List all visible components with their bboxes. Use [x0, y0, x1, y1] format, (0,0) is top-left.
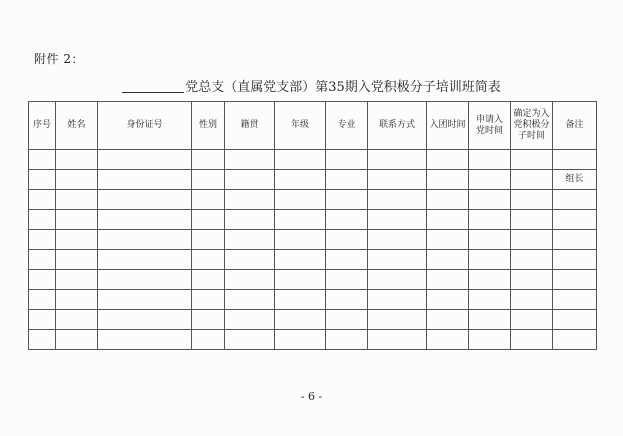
cell-activist-date[interactable]	[511, 190, 553, 210]
header-contact: 联系方式	[368, 102, 427, 150]
form-title	[0, 76, 623, 95]
cell-major[interactable]	[326, 290, 368, 310]
cell-gender[interactable]	[192, 190, 225, 210]
cell-id-number[interactable]	[98, 150, 192, 170]
cell-application-date[interactable]	[469, 230, 511, 250]
cell-index[interactable]	[29, 270, 56, 290]
cell-grade[interactable]	[275, 310, 326, 330]
cell-contact[interactable]	[368, 310, 427, 330]
cell-remarks[interactable]	[553, 290, 597, 310]
page-number: - 6 -	[300, 390, 323, 403]
cell-application-date[interactable]	[469, 310, 511, 330]
cell-league-join-date[interactable]	[427, 190, 469, 210]
header-hometown: 籍贯	[225, 102, 275, 150]
cell-hometown[interactable]	[225, 310, 275, 330]
table-row	[29, 210, 597, 230]
cell-name[interactable]	[56, 190, 98, 210]
cell-major[interactable]	[326, 190, 368, 210]
table-header-row	[29, 102, 597, 150]
cell-name[interactable]	[56, 150, 98, 170]
cell-gender[interactable]	[192, 250, 225, 270]
cell-index[interactable]	[29, 230, 56, 250]
header-name: 姓名	[56, 102, 98, 150]
cell-gender[interactable]	[192, 330, 225, 350]
cell-hometown[interactable]	[225, 290, 275, 310]
cell-activist-date[interactable]	[511, 170, 553, 190]
cell-major[interactable]	[326, 150, 368, 170]
cell-league-join-date[interactable]	[427, 270, 469, 290]
cell-grade[interactable]	[275, 270, 326, 290]
cell-remarks[interactable]	[553, 210, 597, 230]
cell-activist-date[interactable]	[511, 290, 553, 310]
cell-application-date[interactable]	[469, 150, 511, 170]
cell-name[interactable]	[56, 330, 98, 350]
table-row	[29, 270, 597, 290]
table-body	[29, 150, 597, 350]
cell-contact[interactable]	[368, 210, 427, 230]
cell-id-number[interactable]	[98, 230, 192, 250]
cell-contact[interactable]	[368, 190, 427, 210]
cell-hometown[interactable]	[225, 330, 275, 350]
cell-gender[interactable]	[192, 150, 225, 170]
cell-id-number[interactable]	[98, 170, 192, 190]
cell-application-date[interactable]	[469, 170, 511, 190]
cell-application-date[interactable]	[469, 190, 511, 210]
cell-id-number[interactable]	[98, 250, 192, 270]
cell-gender[interactable]	[192, 170, 225, 190]
cell-league-join-date[interactable]	[427, 230, 469, 250]
cell-league-join-date[interactable]	[427, 210, 469, 230]
cell-grade[interactable]	[275, 290, 326, 310]
cell-contact[interactable]	[368, 290, 427, 310]
cell-application-date[interactable]	[469, 270, 511, 290]
header-gender: 性别	[192, 102, 225, 150]
cell-id-number[interactable]	[98, 310, 192, 330]
cell-grade[interactable]	[275, 250, 326, 270]
cell-activist-date[interactable]	[511, 270, 553, 290]
roster-table	[28, 101, 597, 350]
cell-gender[interactable]	[192, 230, 225, 250]
cell-contact[interactable]	[368, 150, 427, 170]
cell-league-join-date[interactable]	[427, 330, 469, 350]
cell-activist-date[interactable]	[511, 250, 553, 270]
cell-major[interactable]	[326, 230, 368, 250]
cell-contact[interactable]	[368, 250, 427, 270]
header-application-date	[469, 102, 511, 150]
cell-gender[interactable]	[192, 290, 225, 310]
cell-activist-date[interactable]	[511, 230, 553, 250]
cell-hometown[interactable]	[225, 190, 275, 210]
cell-name[interactable]	[56, 310, 98, 330]
cell-name[interactable]	[56, 230, 98, 250]
cell-gender[interactable]	[192, 270, 225, 290]
cell-hometown[interactable]	[225, 170, 275, 190]
cell-remarks[interactable]	[553, 190, 597, 210]
cell-contact[interactable]	[368, 270, 427, 290]
cell-hometown[interactable]	[225, 270, 275, 290]
cell-activist-date[interactable]	[511, 330, 553, 350]
form-title-text: 党总支（直属党支部）第35期入党积极分子培训班简表	[185, 80, 501, 95]
cell-grade[interactable]	[275, 230, 326, 250]
cell-id-number[interactable]	[98, 290, 192, 310]
attachment-label: 附件 2：	[34, 52, 84, 66]
cell-remarks[interactable]	[553, 330, 597, 350]
header-grade: 年级	[275, 102, 326, 150]
cell-id-number[interactable]	[98, 270, 192, 290]
cell-league-join-date[interactable]	[427, 290, 469, 310]
cell-activist-date[interactable]	[511, 150, 553, 170]
cell-hometown[interactable]	[225, 150, 275, 170]
header-activist-date	[511, 102, 553, 150]
cell-remarks[interactable]	[553, 250, 597, 270]
cell-major[interactable]	[326, 210, 368, 230]
cell-contact[interactable]	[368, 230, 427, 250]
cell-grade[interactable]	[275, 170, 326, 190]
cell-hometown[interactable]	[225, 210, 275, 230]
cell-activist-date[interactable]	[511, 210, 553, 230]
table-row	[29, 250, 597, 270]
cell-index[interactable]	[29, 190, 56, 210]
cell-index[interactable]	[29, 250, 56, 270]
header-league-join-date: 入团时间	[427, 102, 469, 150]
cell-index[interactable]	[29, 210, 56, 230]
cell-id-number[interactable]	[98, 190, 192, 210]
cell-index[interactable]	[29, 310, 56, 330]
cell-remarks[interactable]: 组长	[553, 170, 597, 190]
cell-application-date[interactable]	[469, 290, 511, 310]
cell-activist-date[interactable]	[511, 310, 553, 330]
header-application-date-text: 申请入党时间	[475, 114, 503, 136]
cell-name[interactable]	[56, 210, 98, 230]
cell-major[interactable]	[326, 270, 368, 290]
header-major: 专业	[326, 102, 368, 150]
cell-league-join-date[interactable]	[427, 250, 469, 270]
cell-application-date[interactable]	[469, 250, 511, 270]
cell-gender[interactable]	[192, 210, 225, 230]
cell-index[interactable]	[29, 150, 56, 170]
cell-grade[interactable]	[275, 210, 326, 230]
cell-league-join-date[interactable]	[427, 310, 469, 330]
header-index: 序号	[29, 102, 56, 150]
cell-remarks[interactable]	[553, 310, 597, 330]
table-row	[29, 230, 597, 250]
cell-remarks[interactable]	[553, 230, 597, 250]
cell-name[interactable]	[56, 290, 98, 310]
cell-id-number[interactable]	[98, 210, 192, 230]
cell-id-number[interactable]	[98, 330, 192, 350]
cell-name[interactable]	[56, 170, 98, 190]
cell-gender[interactable]	[192, 310, 225, 330]
table-row	[29, 170, 597, 190]
cell-major[interactable]	[326, 250, 368, 270]
table-row	[29, 150, 597, 170]
cell-index[interactable]	[29, 170, 56, 190]
cell-application-date[interactable]	[469, 210, 511, 230]
table-row	[29, 190, 597, 210]
cell-league-join-date[interactable]	[427, 170, 469, 190]
branch-name-blank[interactable]	[122, 80, 184, 93]
cell-hometown[interactable]	[225, 250, 275, 270]
header-activist-date-text: 确定为入党积极分子时间	[513, 109, 550, 141]
table-row	[29, 330, 597, 350]
cell-major[interactable]	[326, 310, 368, 330]
header-id-number: 身份证号	[98, 102, 192, 150]
cell-grade[interactable]	[275, 190, 326, 210]
cell-application-date[interactable]	[469, 330, 511, 350]
cell-league-join-date[interactable]	[427, 150, 469, 170]
cell-name[interactable]	[56, 250, 98, 270]
cell-major[interactable]	[326, 330, 368, 350]
cell-grade[interactable]	[275, 150, 326, 170]
cell-grade[interactable]	[275, 330, 326, 350]
header-remarks: 备注	[553, 102, 597, 150]
cell-index[interactable]	[29, 290, 56, 310]
table-row	[29, 290, 597, 310]
cell-hometown[interactable]	[225, 230, 275, 250]
cell-major[interactable]	[326, 170, 368, 190]
table-row	[29, 310, 597, 330]
cell-contact[interactable]	[368, 170, 427, 190]
cell-remarks[interactable]	[553, 270, 597, 290]
cell-index[interactable]	[29, 330, 56, 350]
cell-contact[interactable]	[368, 330, 427, 350]
cell-remarks[interactable]	[553, 150, 597, 170]
cell-name[interactable]	[56, 270, 98, 290]
